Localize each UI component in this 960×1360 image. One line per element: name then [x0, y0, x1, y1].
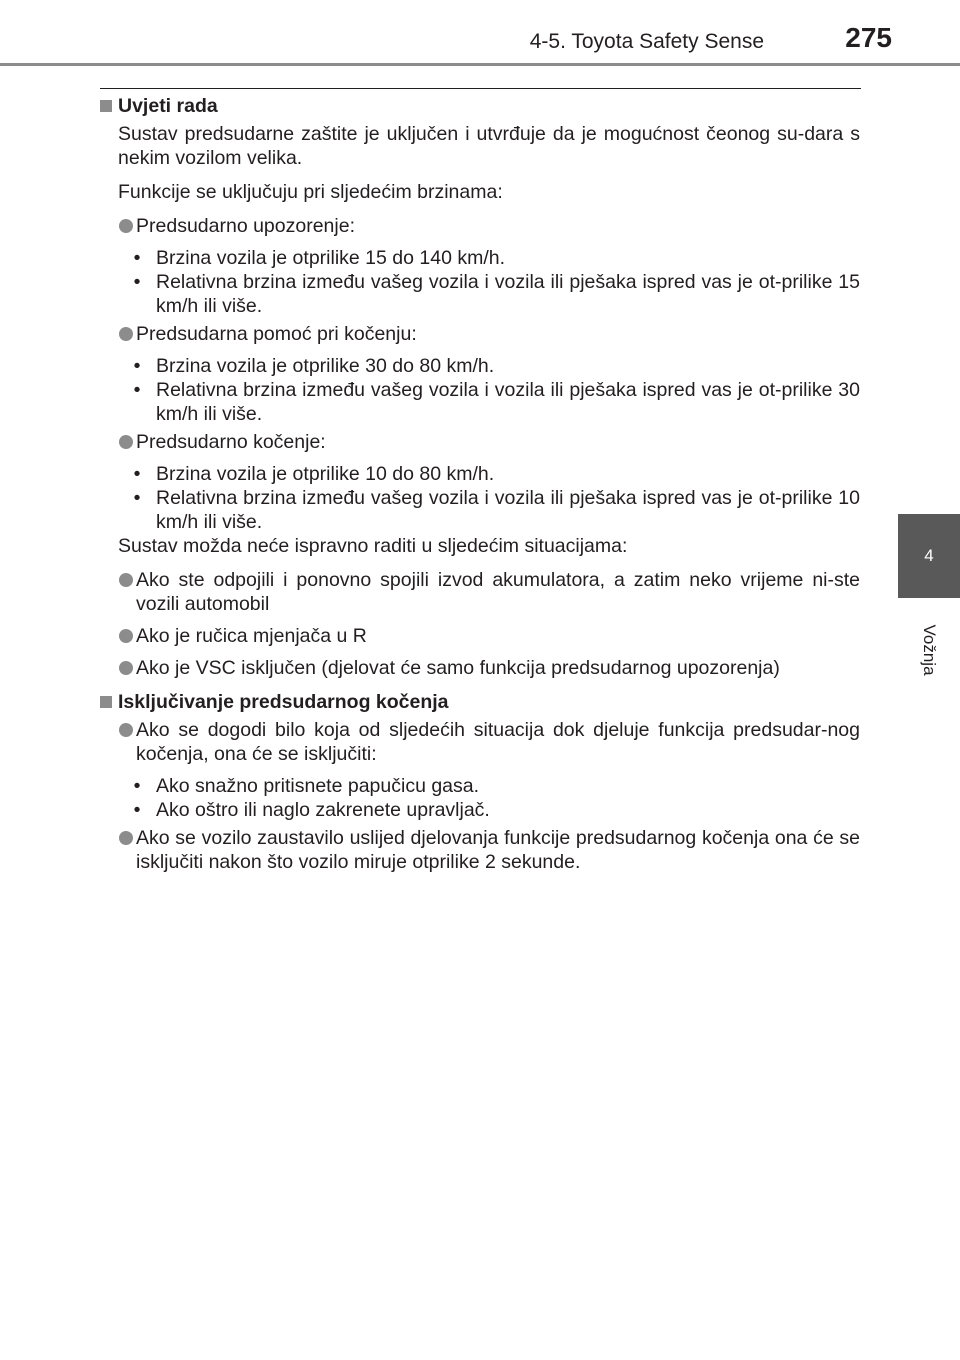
dot-marker-icon: • — [133, 355, 141, 377]
dot-marker-icon: • — [133, 463, 141, 485]
list-item — [100, 798, 860, 822]
square-bullet-icon — [100, 100, 112, 112]
dot-marker-icon: • — [133, 247, 141, 269]
section-heading-text: Isključivanje predsudarnog kočenja — [118, 691, 449, 713]
dot-marker-icon: • — [133, 487, 141, 509]
section-heading-text: Uvjeti rada — [118, 95, 218, 117]
bullet-text: Ako je ručica mjenjača u R — [136, 625, 367, 647]
bullet-text: Ako se vozilo zaustavilo uslijed djelovanja funkcije predsudarnog kočenja ona će se isključiti nakon što vozilo miruje otprilike 2 sekunde. — [136, 827, 860, 873]
circle-bullet-icon — [119, 661, 133, 675]
bullet-label: Predsudarno kočenje: — [136, 431, 326, 453]
sub-item-text: Relativna brzina između vašeg vozila i vozila ili pješaka ispred vas je ot-prilike 10 km/h ili više. — [156, 487, 860, 533]
header-divider — [0, 63, 960, 66]
conditions-intro: Sustav predsudarne zaštite je uključen i utvrđuje da je mogućnost čeonog su-dara s nekim vozilom velika. — [118, 123, 860, 169]
list-item — [100, 246, 860, 270]
list-item-situation — [100, 624, 860, 648]
list-item — [100, 774, 860, 798]
circle-bullet-icon — [119, 831, 133, 845]
list-item — [100, 270, 860, 318]
sub-item-text: Relativna brzina između vašeg vozila i vozila ili pješaka ispred vas je ot-prilike 30 km/h ili više. — [156, 379, 860, 425]
sub-item-text: Brzina vozila je otprilike 30 do 80 km/h. — [156, 355, 495, 377]
bullet-text: Ako ste odpojili i ponovno spojili izvod akumulatora, a zatim neko vrijeme ni-ste vozili automobil — [136, 569, 860, 615]
bullet-text: Ako se dogodi bilo koja od sljedećih situacija dok djeluje funkcija predsudar-nog kočenja, ona će se isključiti: — [136, 719, 860, 765]
brake-assist-sublist — [100, 354, 860, 426]
list-item — [100, 486, 860, 534]
circle-bullet-icon — [119, 629, 133, 643]
chapter-tab — [898, 514, 960, 598]
circle-bullet-icon — [119, 327, 133, 341]
circle-bullet-icon — [119, 435, 133, 449]
circle-bullet-icon — [119, 723, 133, 737]
list-item — [100, 462, 860, 486]
list-item-warning — [100, 214, 860, 238]
content-divider — [100, 88, 861, 89]
dot-marker-icon: • — [133, 799, 141, 821]
dot-marker-icon: • — [133, 271, 141, 293]
braking-sublist — [100, 462, 860, 534]
sub-item-text: Relativna brzina između vašeg vozila i vozila ili pješaka ispred vas je ot-prilike 15 km/h ili više. — [156, 271, 860, 317]
page-number: 275 — [845, 22, 892, 53]
deactivation-sublist — [100, 774, 860, 822]
page-header — [0, 0, 960, 62]
list-item-deactivation — [100, 826, 860, 874]
square-bullet-icon — [100, 696, 112, 708]
list-item-situation — [100, 568, 860, 616]
list-item-brake-assist — [100, 322, 860, 346]
section-heading-deactivation — [100, 690, 860, 714]
speeds-intro: Funkcije se uključuju pri sljedećim brzinama: — [118, 181, 503, 203]
sub-item-text: Ako oštro ili naglo zakrenete upravljač. — [156, 799, 490, 821]
sub-item-text: Brzina vozila je otprilike 15 do 140 km/h. — [156, 247, 506, 269]
bullet-label: Predsudarna pomoć pri kočenju: — [136, 323, 417, 345]
bullet-label: Predsudarno upozorenje: — [136, 215, 355, 237]
list-item — [100, 378, 860, 426]
list-item — [100, 354, 860, 378]
situations-intro: Sustav možda neće ispravno raditi u sljedećim situacijama: — [118, 535, 628, 557]
circle-bullet-icon — [119, 573, 133, 587]
dot-marker-icon: • — [133, 379, 141, 401]
sub-item-text: Brzina vozila je otprilike 10 do 80 km/h. — [156, 463, 495, 485]
list-item-braking — [100, 430, 860, 454]
dot-marker-icon: • — [133, 775, 141, 797]
chapter-title: Vožnja — [920, 624, 939, 676]
circle-bullet-icon — [119, 219, 133, 233]
list-item-deactivation — [100, 718, 860, 766]
bullet-text: Ako je VSC isključen (djelovat će samo funkcija predsudarnog upozorenja) — [136, 657, 780, 679]
chapter-number: 4 — [924, 546, 934, 565]
sub-item-text: Ako snažno pritisnete papučicu gasa. — [156, 775, 480, 797]
page-content — [100, 94, 860, 882]
list-item-situation — [100, 656, 860, 680]
section-heading-conditions — [100, 94, 860, 118]
header-section-title: 4-5. Toyota Safety Sense — [529, 30, 764, 53]
warning-sublist — [100, 246, 860, 318]
